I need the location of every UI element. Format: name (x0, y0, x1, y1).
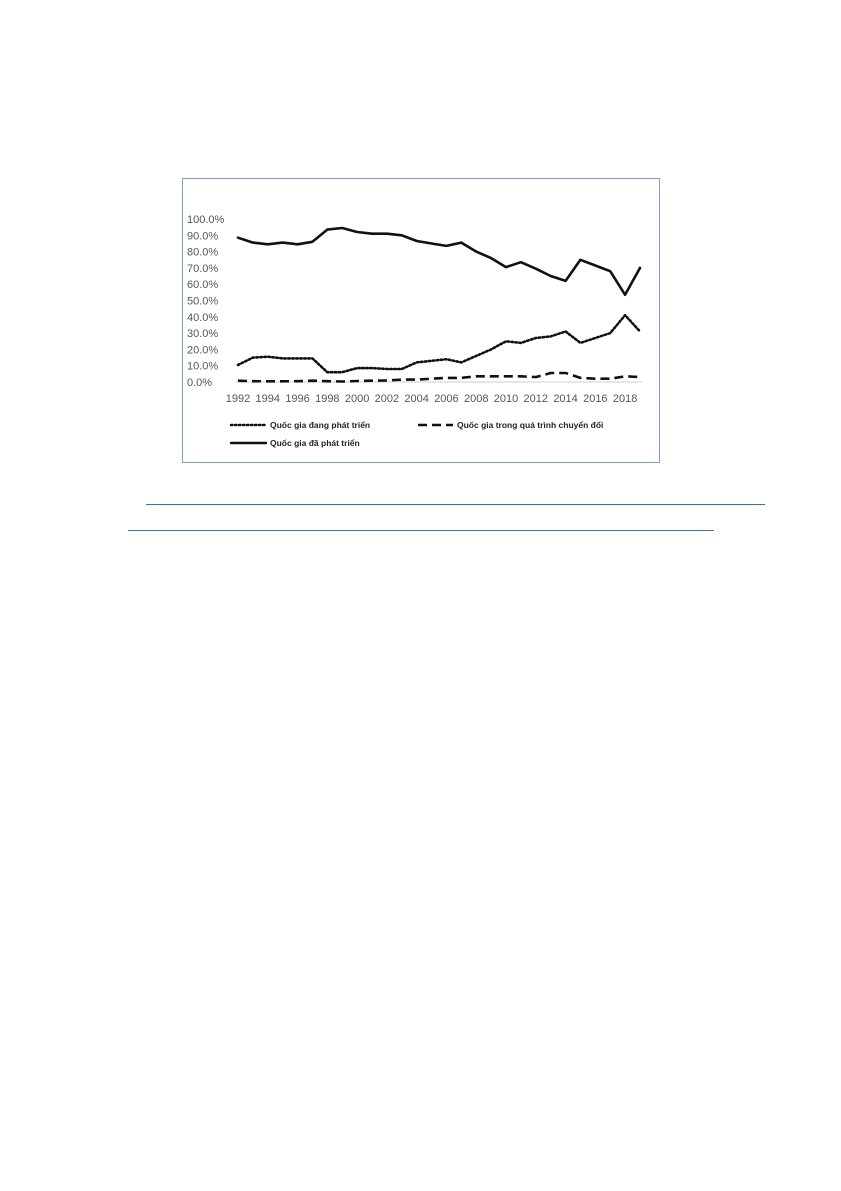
series-line-2 (238, 373, 640, 382)
x-tick-label: 2018 (612, 393, 638, 405)
line-chart (183, 179, 661, 464)
chart-frame (182, 178, 660, 463)
link-underline (128, 530, 714, 531)
y-tick-label: 60.0% (187, 279, 219, 292)
legend-label: Quốc gia trong quá trình chuyển đổi (457, 420, 604, 430)
series-line-1 (238, 315, 640, 372)
y-tick-label: 30.0% (187, 328, 219, 341)
x-tick-label: 2014 (553, 393, 578, 405)
x-tick-label: 2008 (463, 393, 489, 405)
x-tick-label: 1994 (255, 393, 281, 405)
x-tick-label: 1992 (225, 393, 251, 405)
x-tick-label: 2012 (523, 393, 549, 405)
x-tick-label: 1996 (285, 393, 310, 405)
y-tick-label: 0.0% (187, 377, 213, 389)
y-tick-label: 10.0% (187, 360, 219, 373)
x-tick-label: 2016 (583, 393, 608, 405)
x-tick-label: 2006 (434, 393, 459, 405)
y-tick-label: 100.0% (187, 214, 225, 226)
y-tick-label: 20.0% (187, 344, 219, 357)
y-tick-label: 90.0% (187, 230, 219, 243)
y-tick-label: 50.0% (187, 295, 219, 308)
y-tick-label: 40.0% (187, 311, 219, 324)
x-tick-label: 2002 (374, 393, 400, 405)
x-tick-label: 2004 (404, 393, 429, 405)
x-tick-label: 2010 (493, 393, 519, 405)
x-tick-label: 1998 (315, 393, 340, 405)
series-line-3 (238, 228, 640, 295)
legend-label: Quốc gia đang phát triển (270, 420, 371, 430)
y-tick-label: 80.0% (187, 246, 219, 259)
y-tick-label: 70.0% (187, 262, 219, 275)
legend-label: Quốc gia đã phát triển (270, 438, 360, 448)
x-tick-label: 2000 (344, 393, 370, 405)
link-underline (146, 504, 765, 505)
